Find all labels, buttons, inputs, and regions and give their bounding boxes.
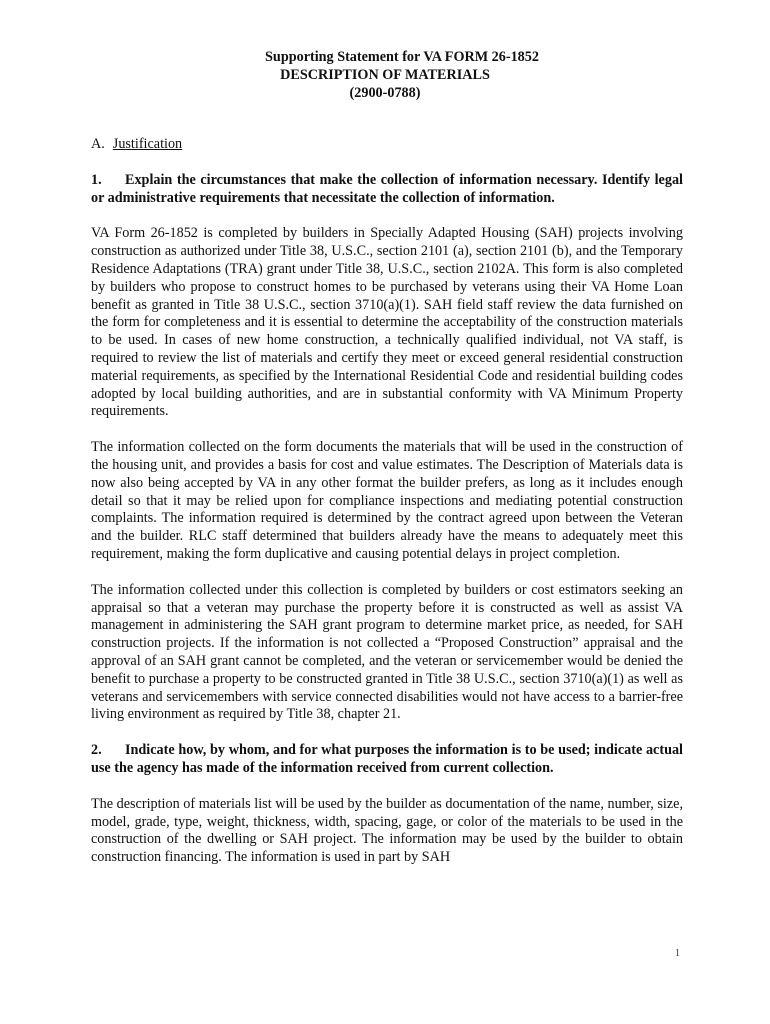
document-body bbox=[91, 136, 683, 885]
section-letter: A. bbox=[91, 136, 105, 152]
title-line-3: (2900-0788) bbox=[349, 85, 421, 101]
question-2-text: Indicate how, by whom, and for what purposes the information is to be used; indicate actual use the agency has made of the information received from current collection. bbox=[91, 742, 683, 776]
question-2-number: 2. bbox=[91, 742, 102, 759]
page-number: 1 bbox=[675, 948, 680, 959]
question-1-number: 1. bbox=[91, 171, 102, 188]
document-title bbox=[0, 48, 770, 102]
question-1-text: Explain the circumstances that make the collection of information necessary. Identify legal or administrative requirements that necessitate the collection of information. bbox=[91, 171, 683, 206]
question-1 bbox=[91, 172, 683, 208]
section-label: Justification bbox=[112, 136, 183, 152]
title-line-2: DESCRIPTION OF MATERIALS bbox=[280, 67, 490, 83]
question-2 bbox=[91, 742, 683, 778]
paragraph-4: The description of materials list will be used by the builder as documentation of the name, number, size, model, grade, type, weight, thickness, width, spacing, gage, or color of the materials to be used in the construction of the dwelling or SAH project. The information may be used by the builder to obtain construction financing. The information is used in part by SAH bbox=[91, 795, 683, 866]
title-line-1: Supporting Statement for VA FORM 26-1852 bbox=[265, 49, 539, 65]
section-heading-a bbox=[91, 136, 683, 154]
paragraph-2: The information collected on the form documents the materials that will be used in the construction of the housing unit, and provides a basis for cost and value estimates. The Description of Materials data is now also being accepted by VA in any other format the builder prefers, as long as it includes enough detail so that it may be relied upon for compliance inspections and mediating potential construction complaints. The information required is determined by the contract agreed upon between the Veteran and the builder. RLC staff determined that builders already have the means to adequately meet this requirement, making the form duplicative and causing potential delays in project completion. bbox=[91, 439, 683, 562]
paragraph-1: VA Form 26-1852 is completed by builders in Specially Adapted Housing (SAH) projects involving construction as authorized under Title 38, U.S.C., section 2101 (a), section 2101 (b), and the Temporary Residence Adaptations (TRA) grant under Title 38, U.S.C., section 2102A. This form is also completed by builders who propose to construct homes to be purchased by veterans using their VA Home Loan benefit as granted in Title 38 U.S.C., section 3710(a)(1). SAH field staff review the data furnished on the form for completeness and it is essential to determine the acceptability of the construction materials to be used. In cases of new home construction, a technically qualified individual, not VA staff, is required to review the list of materials and certify they meet or exceed general residential construction material requirements, as specified by the International Residential Code and residential building codes adopted by local building authorities, and are in substantial conformity with VA Minimum Property requirements. bbox=[91, 225, 683, 420]
paragraph-3: The information collected under this collection is completed by builders or cost estimators seeking an appraisal so that a veteran may purchase the property before it is constructed as well as assist VA management in administering the SAH grant program to determine market price, as needed, for SAH construction projects. If the information is not collected a “Proposed Construction” appraisal and the approval of an SAH grant cannot be completed, and the veteran or servicemember would be denied the benefit to purchase a property to be constructed granted in Title 38 U.S.C., section 3710(a)(1) as well as veterans and servicemembers with service connected disabilities would not have access to a barrier-free living environment as required by Title 38, chapter 21. bbox=[91, 581, 683, 723]
